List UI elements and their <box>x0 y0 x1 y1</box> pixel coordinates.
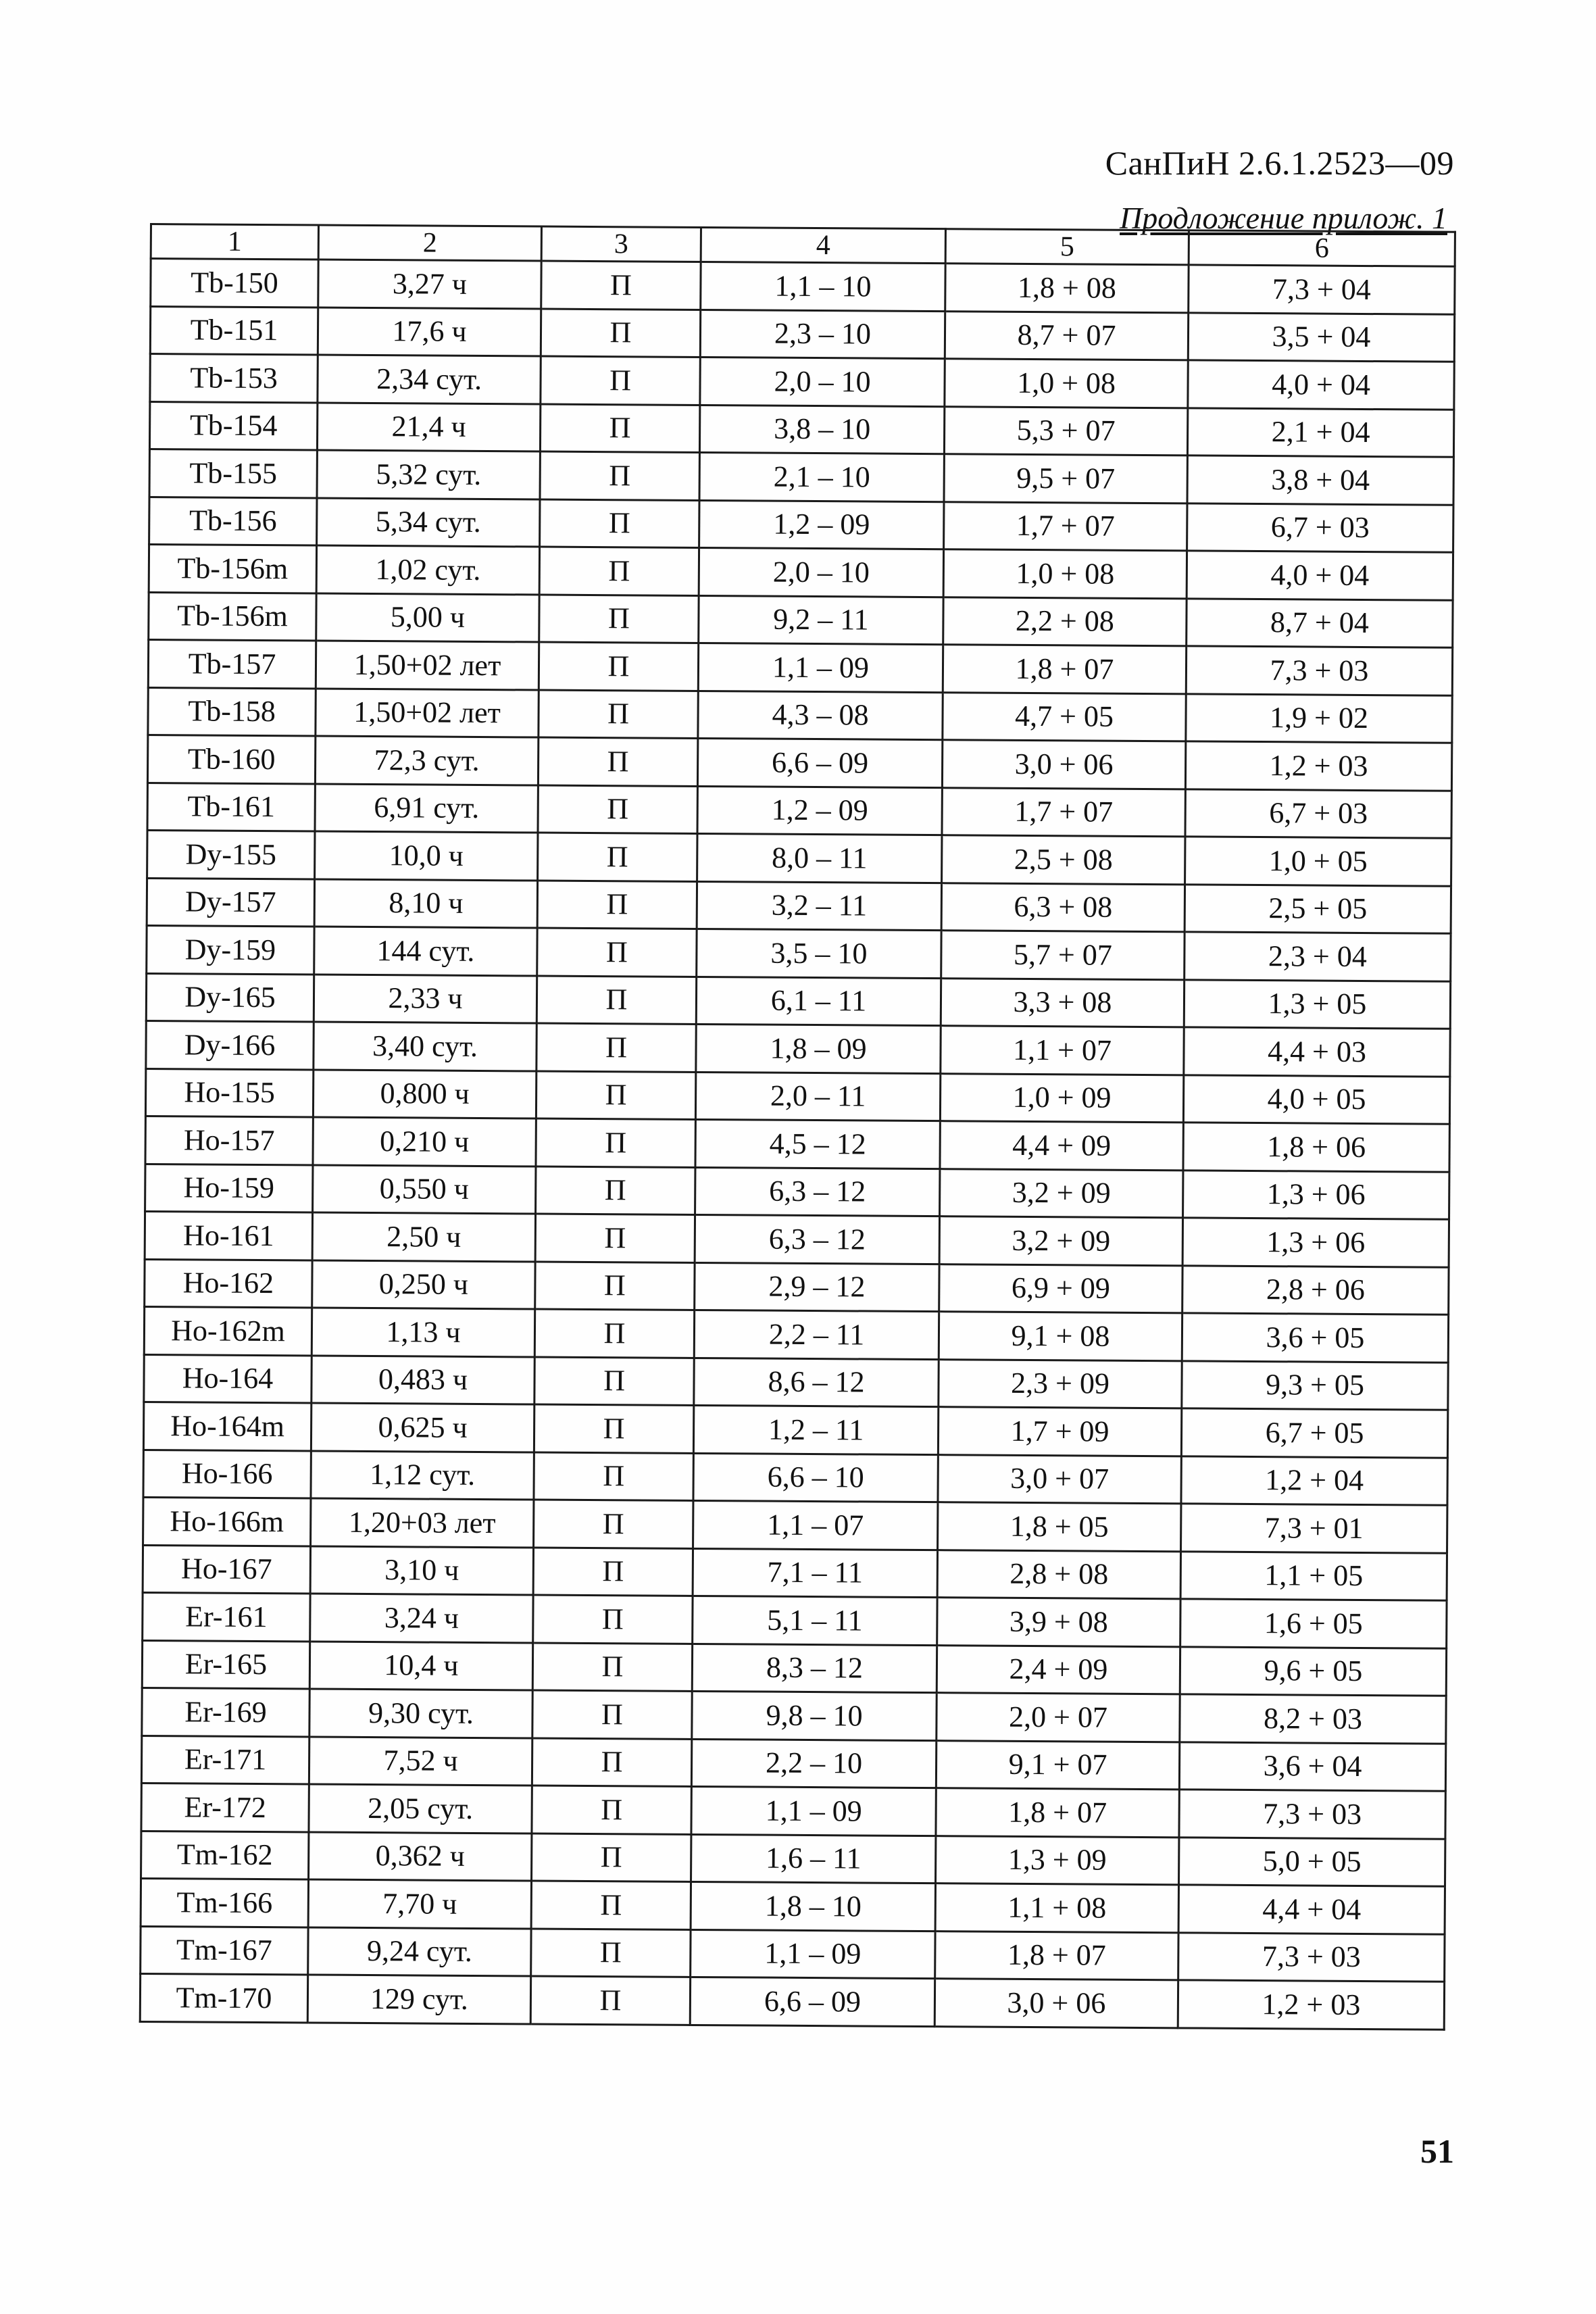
half-life-cell: 9,30 сут. <box>309 1689 532 1738</box>
nuclide-cell: Er-172 <box>141 1783 309 1831</box>
type-cell: П <box>536 1166 695 1215</box>
value-cell-6: 4,0 + 05 <box>1183 1075 1449 1124</box>
nuclide-cell: Er-171 <box>141 1736 309 1784</box>
table-row <box>144 1354 1448 1410</box>
table-row <box>141 1878 1445 1934</box>
table-row <box>142 1640 1446 1696</box>
half-life-cell: 3,10 ч <box>310 1546 533 1595</box>
nuclide-cell: Ho-164 <box>144 1354 311 1403</box>
half-life-cell: 0,550 ч <box>313 1164 536 1214</box>
table-row <box>145 1116 1449 1171</box>
value-cell-4: 1,2 – 09 <box>699 500 944 549</box>
half-life-cell: 1,50+02 лет <box>316 641 539 690</box>
half-life-cell: 17,6 ч <box>318 307 541 357</box>
nuclide-cell: Tb-156m <box>149 545 316 593</box>
value-cell-4: 2,0 – 10 <box>699 547 943 597</box>
type-cell: П <box>530 1976 690 2025</box>
table-row <box>149 401 1453 457</box>
value-cell-4: 2,2 – 11 <box>694 1310 939 1359</box>
value-cell-4: 2,2 – 10 <box>691 1739 936 1788</box>
value-cell-4: 6,1 – 11 <box>696 977 941 1026</box>
value-cell-5: 1,7 + 07 <box>944 501 1187 551</box>
value-cell-6: 2,1 + 04 <box>1187 408 1453 457</box>
half-life-cell: 2,34 сут. <box>318 355 541 404</box>
half-life-cell: 129 сут. <box>307 1975 530 2024</box>
nuclide-cell: Tm-167 <box>141 1926 308 1975</box>
column-header: 1 <box>151 224 318 260</box>
value-cell-5: 6,9 + 09 <box>939 1264 1182 1313</box>
half-life-cell: 9,24 сут. <box>308 1927 531 1976</box>
nuclide-cell: Dy-166 <box>146 1020 314 1069</box>
type-cell: П <box>532 1833 691 1881</box>
value-cell-4: 2,3 – 10 <box>700 310 945 359</box>
value-cell-5: 3,0 + 06 <box>934 1979 1178 2028</box>
value-cell-5: 4,7 + 05 <box>943 692 1186 741</box>
table-row <box>149 592 1453 647</box>
type-cell: П <box>537 1023 696 1072</box>
half-life-cell: 0,800 ч <box>313 1070 536 1119</box>
table-row <box>145 1211 1449 1266</box>
type-cell: П <box>535 1214 695 1262</box>
nuclide-cell: Ho-155 <box>145 1068 313 1117</box>
value-cell-5: 1,8 + 05 <box>938 1502 1181 1552</box>
value-cell-6: 1,3 + 06 <box>1182 1218 1449 1267</box>
nuclide-cell: Ho-167 <box>143 1545 310 1594</box>
value-cell-4: 2,1 – 10 <box>699 452 944 501</box>
value-cell-4: 9,2 – 11 <box>699 595 943 645</box>
half-life-cell: 7,52 ч <box>309 1736 532 1786</box>
type-cell: П <box>534 1500 693 1548</box>
value-cell-5: 1,8 + 08 <box>945 264 1189 313</box>
nuclide-cell: Tb-156m <box>149 592 316 641</box>
value-cell-6: 1,3 + 05 <box>1184 979 1450 1029</box>
value-cell-4: 1,1 – 10 <box>701 262 945 311</box>
value-cell-5: 1,8 + 07 <box>943 645 1186 694</box>
value-cell-6: 1,2 + 03 <box>1185 741 1451 791</box>
type-cell: П <box>535 1262 695 1310</box>
value-cell-4: 6,3 – 12 <box>695 1214 939 1264</box>
column-header: 4 <box>701 227 945 263</box>
table-row <box>147 878 1451 933</box>
half-life-cell: 1,50+02 лет <box>316 689 539 738</box>
half-life-cell: 10,4 ч <box>309 1641 532 1690</box>
nuclide-cell: Er-161 <box>143 1592 310 1641</box>
table-row <box>143 1592 1447 1648</box>
value-cell-5: 1,7 + 07 <box>942 787 1185 837</box>
value-cell-4: 7,1 – 11 <box>693 1548 937 1598</box>
type-cell: П <box>541 261 701 310</box>
table-row <box>143 1402 1447 1457</box>
table-row <box>141 1736 1445 1791</box>
table-body <box>140 259 1455 2029</box>
half-life-cell: 21,4 ч <box>317 403 540 452</box>
half-life-cell: 0,250 ч <box>312 1260 535 1309</box>
nuclide-cell: Ho-157 <box>145 1116 313 1164</box>
value-cell-6: 6,7 + 05 <box>1181 1408 1447 1458</box>
half-life-cell: 2,33 ч <box>314 975 537 1024</box>
value-cell-5: 2,3 + 09 <box>939 1359 1182 1408</box>
value-cell-4: 1,1 – 09 <box>698 643 943 692</box>
type-cell: П <box>537 928 697 977</box>
value-cell-5: 1,1 + 07 <box>941 1026 1184 1075</box>
half-life-cell: 10,0 ч <box>315 831 538 881</box>
half-life-cell: 3,40 сут. <box>314 1022 537 1071</box>
half-life-cell: 144 сут. <box>314 927 537 976</box>
value-cell-6: 7,3 + 03 <box>1179 1790 1445 1839</box>
half-life-cell: 1,12 сут. <box>311 1450 534 1500</box>
value-cell-5: 2,0 + 07 <box>937 1693 1180 1742</box>
nuclide-cell: Ho-166 <box>143 1450 311 1498</box>
table-row <box>147 783 1451 838</box>
value-cell-5: 5,3 + 07 <box>944 406 1187 456</box>
table-row <box>149 497 1453 552</box>
type-cell: П <box>541 356 700 405</box>
value-cell-6: 1,6 + 05 <box>1180 1599 1447 1648</box>
nuclide-cell: Ho-162 <box>145 1259 312 1308</box>
value-cell-5: 9,5 + 07 <box>944 454 1187 503</box>
value-cell-5: 1,0 + 08 <box>943 549 1187 599</box>
value-cell-4: 8,0 – 11 <box>697 833 942 883</box>
value-cell-5: 5,7 + 07 <box>941 931 1184 980</box>
value-cell-6: 1,8 + 06 <box>1183 1123 1449 1172</box>
nuclide-cell: Tb-157 <box>148 639 316 688</box>
half-life-cell: 5,32 сут. <box>317 450 540 499</box>
half-life-cell: 3,27 ч <box>318 260 541 309</box>
column-header: 3 <box>541 226 701 262</box>
value-cell-4: 1,1 – 09 <box>691 1786 936 1836</box>
value-cell-6: 1,9 + 02 <box>1186 693 1452 743</box>
value-cell-6: 1,1 + 05 <box>1180 1551 1447 1600</box>
table-row <box>148 639 1452 695</box>
table-row <box>149 545 1453 600</box>
document-code: СанПиН 2.6.1.2523—09 <box>1105 144 1454 182</box>
value-cell-6: 3,6 + 04 <box>1179 1742 1445 1791</box>
value-cell-6: 2,3 + 04 <box>1184 932 1451 981</box>
nuclide-cell: Tb-153 <box>150 354 318 403</box>
type-cell: П <box>540 451 699 500</box>
value-cell-4: 1,6 – 11 <box>691 1834 936 1884</box>
value-cell-6: 4,0 + 04 <box>1187 551 1453 600</box>
value-cell-4: 4,3 – 08 <box>698 691 943 740</box>
type-cell: П <box>533 1548 693 1596</box>
column-header: 6 <box>1189 230 1455 266</box>
value-cell-6: 9,3 + 05 <box>1182 1360 1448 1410</box>
value-cell-6: 1,3 + 06 <box>1183 1170 1449 1219</box>
type-cell: П <box>534 1309 694 1358</box>
page-number: 51 <box>1420 2132 1454 2170</box>
half-life-cell: 6,91 сут. <box>315 784 538 833</box>
table-row <box>143 1497 1447 1552</box>
table-row <box>148 687 1452 743</box>
half-life-cell: 0,483 ч <box>311 1355 534 1404</box>
value-cell-4: 8,3 – 12 <box>692 1644 937 1693</box>
value-cell-5: 2,2 + 08 <box>943 597 1187 646</box>
type-cell: П <box>536 1071 695 1120</box>
value-cell-6: 3,8 + 04 <box>1187 456 1453 505</box>
nuclide-cell: Tb-156 <box>149 497 317 545</box>
value-cell-4: 1,2 – 09 <box>697 786 942 835</box>
nuclide-cell: Ho-161 <box>145 1211 312 1260</box>
nuclide-cell: Tb-160 <box>147 735 315 783</box>
type-cell: П <box>532 1643 692 1692</box>
value-cell-6: 7,3 + 04 <box>1189 265 1455 314</box>
nuclide-cell: Dy-157 <box>147 878 314 927</box>
table-row <box>143 1545 1447 1600</box>
nuclide-cell: Er-165 <box>142 1640 309 1689</box>
table-row <box>147 830 1451 885</box>
value-cell-4: 6,6 – 10 <box>693 1453 938 1502</box>
nuclide-cell: Tb-161 <box>147 783 315 831</box>
half-life-cell: 1,13 ч <box>311 1308 534 1357</box>
type-cell: П <box>536 1118 695 1167</box>
value-cell-6: 4,4 + 04 <box>1178 1885 1445 1934</box>
value-cell-6: 6,7 + 03 <box>1187 503 1453 552</box>
table-row <box>142 1688 1446 1743</box>
value-cell-6: 7,3 + 03 <box>1178 1932 1445 1981</box>
type-cell: П <box>533 1595 693 1644</box>
type-cell: П <box>539 595 699 643</box>
value-cell-4: 1,1 – 09 <box>691 1929 935 1979</box>
nuclide-cell: Tm-170 <box>140 1973 307 2022</box>
value-cell-4: 1,8 – 09 <box>696 1024 941 1073</box>
table-row <box>151 259 1455 314</box>
value-cell-4: 9,8 – 10 <box>692 1691 937 1740</box>
value-cell-5: 4,4 + 09 <box>940 1121 1183 1171</box>
type-cell: П <box>539 547 699 595</box>
value-cell-6: 9,6 + 05 <box>1180 1646 1446 1696</box>
half-life-cell: 0,210 ч <box>313 1117 536 1166</box>
value-cell-6: 3,5 + 04 <box>1188 312 1454 362</box>
type-cell: П <box>531 1928 691 1977</box>
nuclide-cell: Tb-155 <box>149 449 317 498</box>
value-cell-4: 6,6 – 09 <box>690 1977 934 2026</box>
half-life-cell: 2,50 ч <box>312 1212 535 1262</box>
type-cell: П <box>541 309 700 358</box>
table-row <box>143 1450 1447 1505</box>
table-row <box>146 973 1450 1029</box>
value-cell-5: 1,7 + 09 <box>938 1407 1181 1456</box>
half-life-cell: 3,24 ч <box>310 1594 533 1643</box>
nuclide-cell: Ho-159 <box>145 1164 313 1212</box>
nuclide-cell: Ho-166m <box>143 1497 311 1546</box>
value-cell-4: 3,8 – 10 <box>699 405 944 454</box>
value-cell-5: 1,3 + 09 <box>936 1836 1179 1885</box>
value-cell-4: 3,5 – 10 <box>697 929 941 978</box>
type-cell: П <box>534 1452 693 1501</box>
value-cell-6: 1,2 + 03 <box>1178 1980 1444 2029</box>
value-cell-6: 3,6 + 05 <box>1182 1313 1448 1362</box>
value-cell-4: 1,2 – 11 <box>693 1405 938 1454</box>
table-row <box>150 306 1454 362</box>
nuclide-cell: Dy-155 <box>147 830 315 879</box>
table-row <box>149 449 1453 505</box>
type-cell: П <box>534 1357 694 1406</box>
data-table-wrapper <box>139 223 1454 2030</box>
table-row <box>144 1306 1448 1362</box>
type-cell: П <box>532 1786 691 1834</box>
table-row <box>145 1068 1449 1124</box>
value-cell-4: 3,2 – 11 <box>697 881 941 931</box>
half-life-cell: 2,05 сут. <box>309 1784 532 1833</box>
value-cell-6: 7,3 + 03 <box>1186 646 1452 695</box>
value-cell-6: 5,0 + 05 <box>1179 1837 1445 1886</box>
value-cell-4: 2,9 – 12 <box>695 1262 939 1312</box>
value-cell-5: 2,5 + 08 <box>942 835 1185 885</box>
type-cell: П <box>540 404 699 453</box>
nuclide-cell: Ho-162m <box>144 1306 311 1355</box>
half-life-cell: 1,02 сут. <box>316 545 539 595</box>
column-header: 2 <box>318 225 541 261</box>
type-cell: П <box>538 833 697 881</box>
value-cell-6: 1,2 + 04 <box>1181 1456 1447 1505</box>
value-cell-5: 1,1 + 08 <box>935 1884 1178 1933</box>
nuclide-cell: Dy-165 <box>146 973 314 1022</box>
table-row <box>146 1020 1450 1076</box>
type-cell: П <box>538 737 697 786</box>
nuclide-cell: Ho-164m <box>143 1402 311 1450</box>
value-cell-6: 2,5 + 05 <box>1184 884 1451 933</box>
value-cell-4: 6,3 – 12 <box>695 1167 940 1216</box>
table-row <box>141 1783 1445 1838</box>
half-life-cell: 72,3 сут. <box>315 736 538 785</box>
value-cell-6: 8,2 + 03 <box>1180 1694 1446 1744</box>
table-row <box>140 1973 1444 2029</box>
nuclide-cell: Tb-158 <box>148 687 316 736</box>
value-cell-5: 3,0 + 07 <box>938 1454 1181 1504</box>
value-cell-5: 3,2 + 09 <box>939 1216 1182 1266</box>
type-cell: П <box>531 1881 691 1929</box>
type-cell: П <box>538 785 697 834</box>
value-cell-4: 1,1 – 07 <box>693 1500 938 1550</box>
value-cell-5: 3,3 + 08 <box>941 978 1184 1027</box>
type-cell: П <box>532 1738 691 1786</box>
value-cell-5: 3,9 + 08 <box>937 1598 1180 1647</box>
type-cell: П <box>532 1690 692 1739</box>
value-cell-6: 1,0 + 05 <box>1185 837 1451 886</box>
value-cell-4: 5,1 – 11 <box>693 1596 937 1645</box>
value-cell-5: 3,2 + 09 <box>940 1168 1183 1218</box>
value-cell-5: 1,8 + 07 <box>936 1788 1179 1838</box>
value-cell-5: 3,0 + 06 <box>942 740 1185 789</box>
table-row <box>141 1831 1445 1886</box>
value-cell-5: 6,3 + 08 <box>941 883 1184 932</box>
value-cell-6: 7,3 + 01 <box>1181 1504 1447 1553</box>
half-life-cell: 5,00 ч <box>316 593 539 643</box>
half-life-cell: 5,34 сут. <box>317 498 540 547</box>
table-row <box>150 354 1454 410</box>
nuclide-cell: Tb-154 <box>149 401 317 450</box>
value-cell-4: 2,0 – 11 <box>695 1072 940 1121</box>
column-header: 5 <box>945 229 1189 265</box>
value-cell-5: 1,8 + 07 <box>935 1931 1178 1980</box>
type-cell: П <box>537 976 696 1025</box>
value-cell-4: 1,8 – 10 <box>691 1881 935 1931</box>
half-life-cell: 0,625 ч <box>311 1403 534 1452</box>
type-cell: П <box>539 642 698 691</box>
value-cell-6: 2,8 + 06 <box>1182 1265 1449 1314</box>
continuation-note: Продложение прилож. 1 <box>1120 201 1447 235</box>
nuclide-cell: Dy-159 <box>147 925 314 974</box>
half-life-cell: 8,10 ч <box>314 879 537 929</box>
value-cell-5: 2,4 + 09 <box>937 1645 1180 1694</box>
radionuclide-table <box>139 223 1456 2030</box>
table-row <box>147 735 1451 790</box>
nuclide-cell: Er-169 <box>142 1688 309 1736</box>
type-cell: П <box>540 499 699 548</box>
value-cell-4: 6,6 – 09 <box>697 738 942 787</box>
type-cell: П <box>537 881 697 929</box>
nuclide-cell: Tm-166 <box>141 1878 308 1927</box>
value-cell-5: 1,0 + 09 <box>940 1073 1183 1123</box>
value-cell-5: 9,1 + 07 <box>936 1740 1179 1790</box>
value-cell-5: 1,0 + 08 <box>945 359 1188 408</box>
value-cell-5: 9,1 + 08 <box>939 1312 1182 1361</box>
value-cell-4: 2,0 – 10 <box>700 357 945 406</box>
table-row <box>141 1926 1445 1981</box>
type-cell: П <box>534 1404 693 1453</box>
half-life-cell: 7,70 ч <box>308 1879 531 1929</box>
value-cell-5: 8,7 + 07 <box>945 311 1188 360</box>
type-cell: П <box>539 690 698 739</box>
half-life-cell: 1,20+03 лет <box>311 1498 534 1548</box>
table-row <box>145 1259 1449 1314</box>
table-row <box>147 925 1451 981</box>
nuclide-cell: Tb-150 <box>151 259 318 307</box>
value-cell-4: 8,6 – 12 <box>694 1358 939 1407</box>
value-cell-6: 6,7 + 03 <box>1185 789 1451 838</box>
nuclide-cell: Tb-151 <box>150 306 318 355</box>
value-cell-6: 8,7 + 04 <box>1187 598 1453 647</box>
value-cell-6: 4,4 + 03 <box>1184 1027 1450 1077</box>
value-cell-6: 4,0 + 04 <box>1188 360 1454 410</box>
value-cell-5: 2,8 + 08 <box>937 1550 1180 1599</box>
half-life-cell: 0,362 ч <box>309 1831 532 1881</box>
nuclide-cell: Tm-162 <box>141 1831 309 1879</box>
value-cell-4: 4,5 – 12 <box>695 1119 940 1168</box>
table-row <box>145 1164 1449 1219</box>
